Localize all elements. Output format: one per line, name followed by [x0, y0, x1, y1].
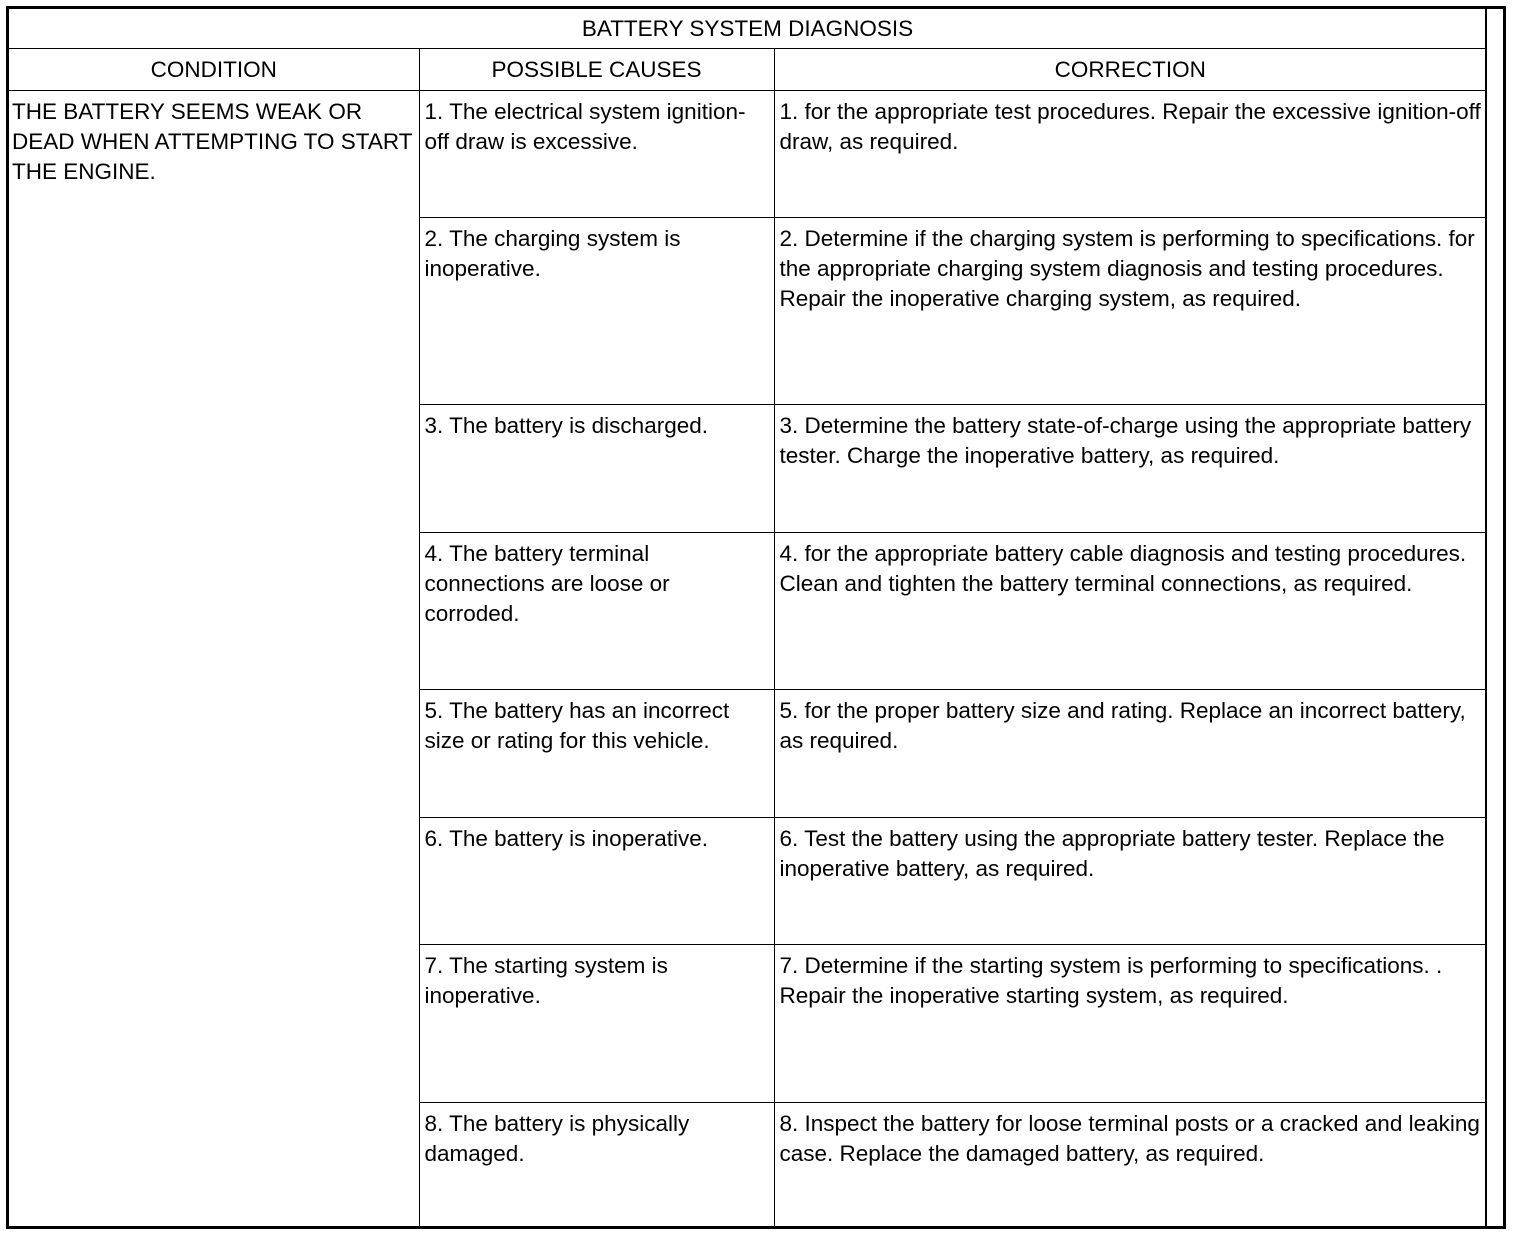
condition-cell: THE BATTERY SEEMS WEAK OR DEAD WHEN ATTEMPTING TO START THE ENGINE. [9, 91, 419, 1229]
cause-cell: 7. The starting system is inoperative. [419, 945, 774, 1103]
correction-cell: 8. Inspect the battery for loose terminal posts or a cracked and leaking case. Replace the damaged battery, as required. [774, 1103, 1486, 1229]
correction-cell: 7. Determine if the starting system is performing to specifications. . Repair the inoperative starting system, as required. [774, 945, 1486, 1103]
cause-cell: 6. The battery is inoperative. [419, 818, 774, 945]
header-correction: CORRECTION [774, 49, 1486, 91]
correction-cell: 6. Test the battery using the appropriate battery tester. Replace the inoperative battery, as required. [774, 818, 1486, 945]
correction-cell: 3. Determine the battery state-of-charge using the appropriate battery tester. Charge the inoperative battery, as required. [774, 405, 1486, 533]
correction-cell: 4. for the appropriate battery cable diagnosis and testing procedures. Clean and tighten the battery terminal connections, as required. [774, 533, 1486, 690]
cause-cell: 5. The battery has an incorrect size or rating for this vehicle. [419, 690, 774, 818]
table-title: BATTERY SYSTEM DIAGNOSIS [9, 9, 1486, 49]
correction-cell: 1. for the appropriate test procedures. Repair the excessive ignition-off draw, as required. [774, 91, 1486, 218]
correction-cell: 2. Determine if the charging system is performing to specifications. for the appropriate charging system diagnosis and testing procedures. Repair the inoperative charging system, as required. [774, 218, 1486, 405]
correction-cell: 5. for the proper battery size and rating. Replace an incorrect battery, as required. [774, 690, 1486, 818]
cause-cell: 8. The battery is physically damaged. [419, 1103, 774, 1229]
cause-cell: 1. The electrical system ignition-off draw is excessive. [419, 91, 774, 218]
cause-cell: 4. The battery terminal connections are loose or corroded. [419, 533, 774, 690]
battery-diagnosis-table [9, 9, 1486, 1229]
header-condition: CONDITION [9, 49, 419, 91]
cause-cell: 2. The charging system is inoperative. [419, 218, 774, 405]
header-possible-causes: POSSIBLE CAUSES [419, 49, 774, 91]
cause-cell: 3. The battery is discharged. [419, 405, 774, 533]
table-row [9, 91, 1486, 218]
